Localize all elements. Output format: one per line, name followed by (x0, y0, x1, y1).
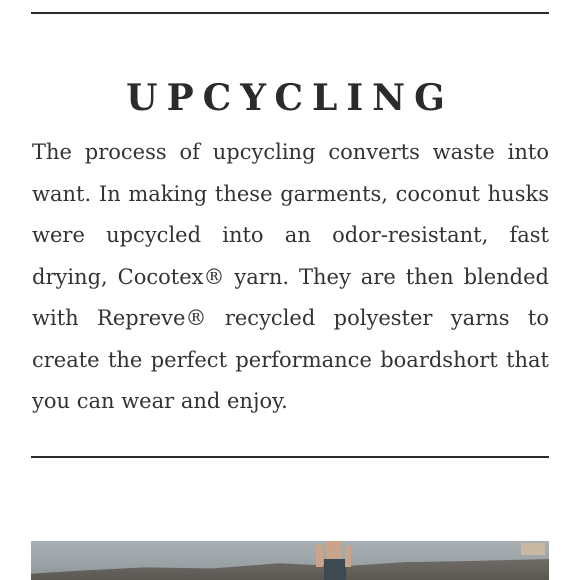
section-title: UPCYCLING (126, 77, 454, 120)
photo-house (521, 543, 545, 555)
lifestyle-photo (31, 541, 549, 580)
top-divider (31, 12, 549, 14)
photo-person (296, 541, 366, 580)
photo-cliff (31, 559, 549, 580)
bottom-divider (31, 456, 549, 458)
section-body-text: The process of upcycling converts waste into want. In making these garments, coconut husks were upcycled into an odor-resistant, fast drying, Cocotex® yarn. They are then blended with Repreve® recycled polyester yarns to create the perfect performance boardshort that you can wear and enjoy. (32, 140, 549, 413)
